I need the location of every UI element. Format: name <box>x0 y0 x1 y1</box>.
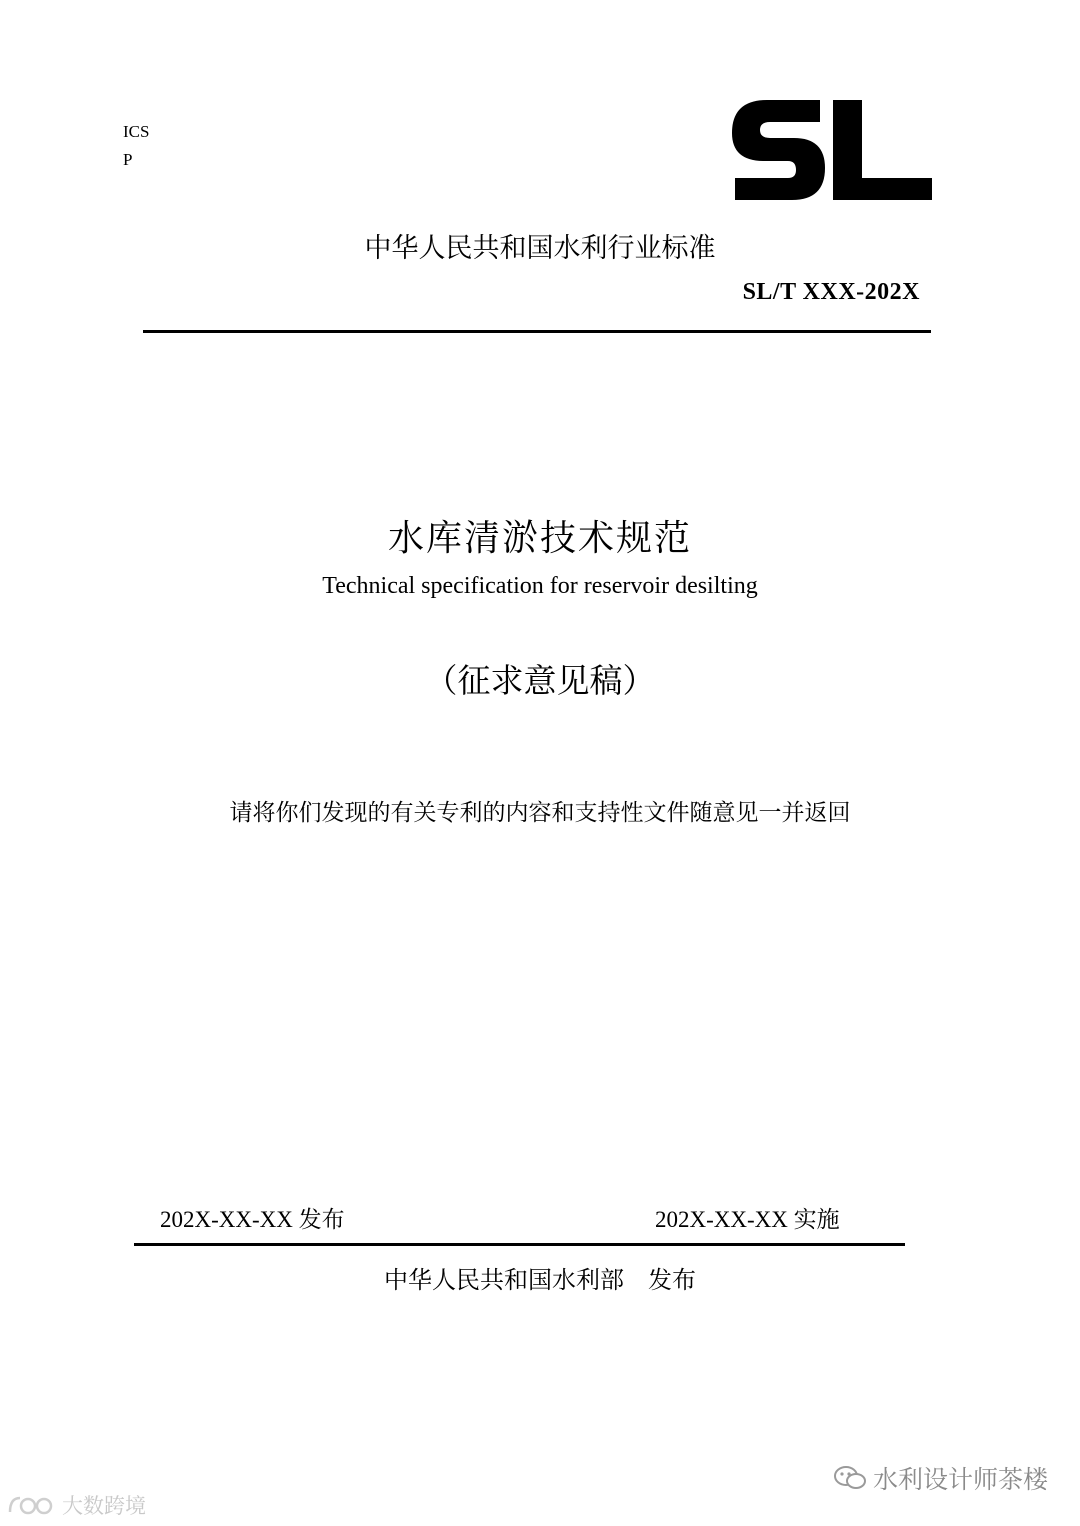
watermark-right-text: 水利设计师茶楼 <box>872 1465 1048 1494</box>
watermark-left-text: 大数跨境 <box>62 1494 146 1518</box>
document-title: 水库清淤技术规范 <box>387 518 692 559</box>
ics-block <box>123 118 149 174</box>
patent-notice: 请将你们发现的有关专利的内容和支持性文件随意见一并返回 <box>229 800 851 826</box>
p-label: P <box>123 150 133 169</box>
release-date: 202X-XX-XX 发布 <box>160 1207 345 1232</box>
wechat-icon <box>833 1464 867 1492</box>
standard-type <box>0 226 1080 265</box>
issuer: 中华人民共和国水利部 发布 <box>384 1266 696 1294</box>
watermark-right <box>833 1460 1048 1496</box>
footer-divider <box>134 1243 905 1246</box>
draft-label: （征求意见稿） <box>424 661 656 700</box>
standard-type-text: 中华人民共和国水利行业标准 <box>364 233 716 264</box>
ics-label: ICS <box>123 122 150 141</box>
sl-logo <box>732 100 932 204</box>
implement-date: 202X-XX-XX 实施 <box>655 1207 840 1232</box>
logo-icon <box>6 1492 58 1518</box>
sl-logo-mark <box>732 100 932 200</box>
watermark-left <box>6 1490 146 1520</box>
standard-code: SL/T XXX-202X <box>742 279 920 305</box>
english-title: Technical specification for reservoir desilting <box>322 573 758 599</box>
header-divider <box>143 330 931 333</box>
